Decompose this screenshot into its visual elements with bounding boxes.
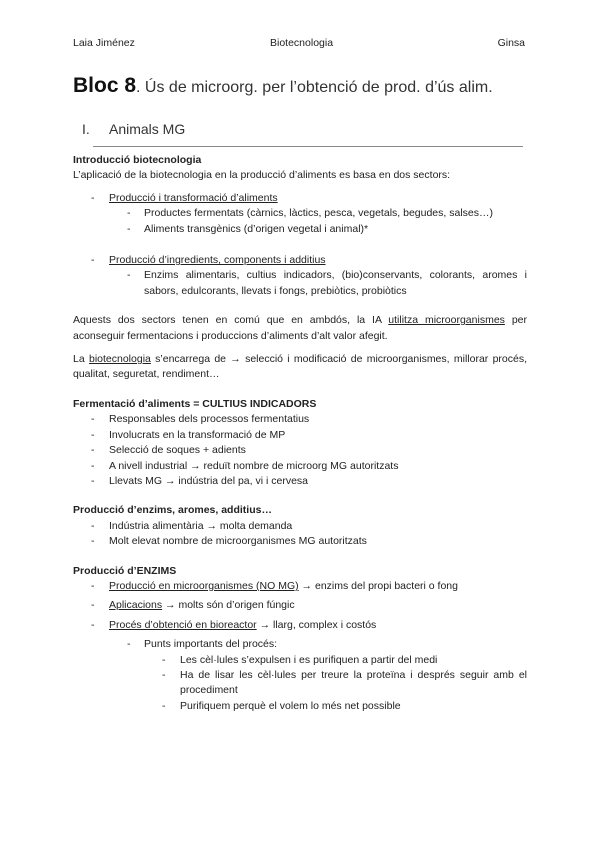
section-divider: [93, 146, 523, 147]
sectors-list: [73, 191, 527, 237]
list-item: - Involucrats en la transformació de MP: [73, 428, 527, 443]
list-item: - Selecció de soques + adients: [73, 443, 527, 458]
header-author: Laia Jiménez: [73, 37, 135, 49]
sub-item: - Punts importants del procés: - Les cèl·lules s’expulsen i es purifiquen a partir del medi - Ha de lisar les cèl·lules per treure la proteïna i després seguir amb el procediment - Purifiquem perquè el volem lo més net possible: [73, 637, 527, 714]
title-block: Bloc 8: [73, 74, 137, 97]
list-item: - A nivell industrial → reduït nombre de microorg MG autoritzats: [73, 459, 527, 474]
sub-sub-item: - Les cèl·lules s’expulsen i es purifiquen a partir del medi: [73, 653, 527, 668]
sub-item: - Productes fermentats (càrnics, làctics, pesca, vegetals, begudes, salses…): [73, 206, 527, 221]
sub-sub-item: - Ha de lisar les cèl·lules per treure la proteïna i després seguir amb el procediment: [73, 668, 527, 699]
list-item: - Procés d’obtenció en bioreactor → llarg, complex i costós: [73, 618, 527, 633]
sub-item: - Enzims alimentaris, cultius indicadors, (bio)conservants, colorants, aromes i sabors, edulcorants, llevats i fongs, prebiòtics, probiòtics: [73, 268, 527, 299]
sector-item: [73, 191, 527, 237]
section-heading: [82, 121, 185, 137]
page-header: [73, 37, 525, 51]
list-item: - Responsables dels processos fermentatius: [73, 412, 527, 427]
list-item: - Llevats MG → indústria del pa, vi i cervesa: [73, 474, 527, 489]
underlined-term: biotecnologia: [88, 353, 151, 366]
list-item: - Indústria alimentària → molta demanda: [73, 519, 527, 534]
enzymes-heading: Producció d’ENZIMS: [73, 564, 177, 577]
process-points-list: [73, 637, 527, 714]
enzymes-list: [73, 579, 527, 633]
underlined-term: utilitza microorganismes: [388, 314, 505, 327]
sub-item: - Aliments transgènics (d’origen vegetal i animal)*: [73, 222, 527, 237]
title-rest: . Ús de microorg. per l’obtenció de prod. d’ús alim.: [136, 79, 493, 96]
document-body: [73, 153, 527, 714]
list-item: - Producció en microorganismes (NO MG) → enzims del propi bacteri o fong: [73, 579, 527, 594]
header-subject: Biotecnologia: [270, 37, 334, 49]
fermentation-list: [73, 412, 527, 489]
list-item: - Aplicacions → molts són d’origen fúngic: [73, 598, 527, 613]
section-title: Animals MG: [109, 121, 186, 137]
sector-label: Producció i transformació d’aliments: [109, 191, 278, 204]
section-number: I.: [82, 121, 90, 137]
sector-item: [73, 253, 527, 299]
intro-heading: Introducció biotecnologia: [73, 154, 202, 166]
intro-text: L’aplicació de la biotecnologia en la producció d’aliments es basa en dos sectors:: [73, 169, 451, 182]
sectors-common-paragraph: Aquests dos sectors tenen en comú que en ambdós, la IA utilitza microorganismes per aconseguir fermentacions i produccions d’aliments d’alt valor afegit.: [73, 314, 527, 342]
enzymes-aromas-list: [73, 519, 527, 550]
biotech-paragraph: La biotecnologia s’encarrega de → selecció i modificació de microorganismes, millorar procés, qualitat, seguretat, rendiment…: [73, 353, 527, 381]
list-item: - Molt elevat nombre de microorganismes MG autoritzats: [73, 534, 527, 549]
document-title: [73, 74, 543, 98]
header-school: Ginsa: [497, 37, 525, 49]
sectors-list: [73, 253, 527, 299]
sector-label: Producció d’ingredients, components i additius: [109, 254, 326, 267]
enzymes-aromas-heading: Producció d’enzims, aromes, additius…: [73, 504, 272, 517]
sub-sub-item: - Purifiquem perquè el volem lo més net possible: [73, 699, 527, 714]
fermentation-heading: Fermentació d’aliments = CULTIUS INDICADORS: [73, 397, 317, 410]
